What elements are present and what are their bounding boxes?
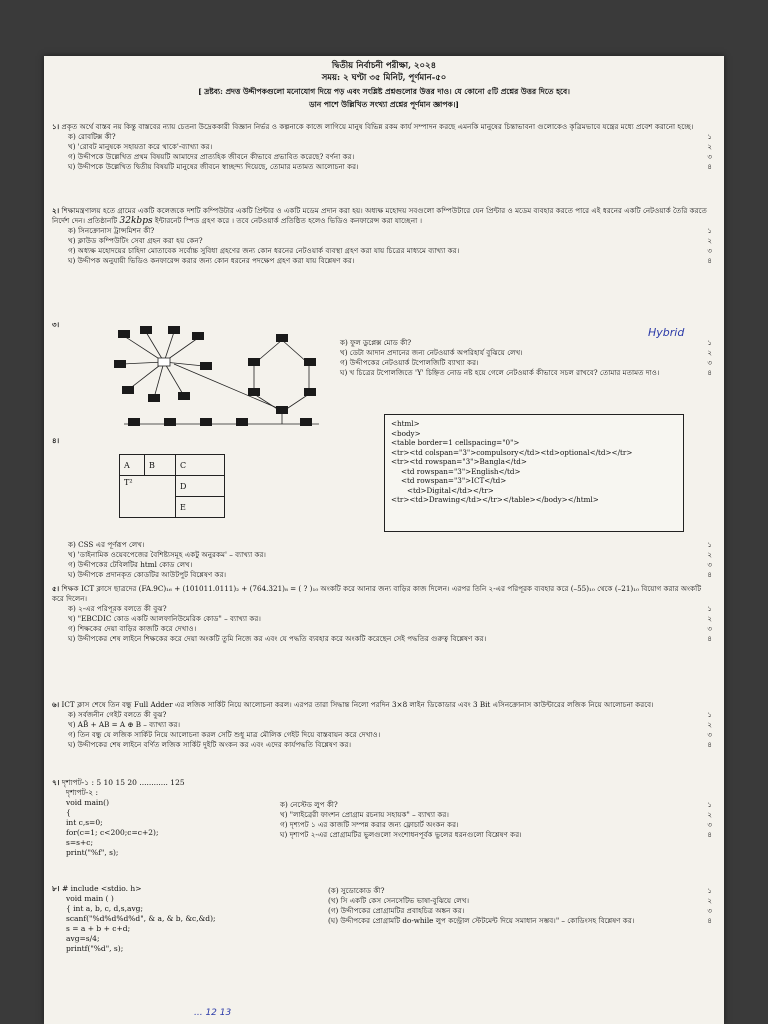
question-parts (280, 800, 712, 840)
question-part (68, 162, 712, 172)
question-part (68, 256, 712, 266)
question-stem: ICT ক্লাস শেষে তিন বন্ধু Full Adder এর লজিক সার্কিট নিয়ে আলোচনা করল। এরপর তারা সিদ্ধান্ত নিলো পরদিন 3×8 লাইন ডিকোডার এবং 3 Bit এসিনক্রোনাস কাউন্টারের লজিক নিয়ে আলোচনা করবে। (61, 700, 654, 709)
part-marks: ২ (707, 896, 712, 905)
part-marks: ১ (707, 710, 712, 719)
code-line: s = a + b + c+d; (66, 924, 131, 933)
part-marks: ৩ (707, 152, 712, 161)
exam-header (44, 60, 724, 110)
part-marks: ৪ (707, 368, 712, 377)
question-part (280, 810, 712, 820)
part-text: খ) AB̄ + AB = A ⊕ B – ব্যাখ্যা কর। (68, 720, 181, 729)
question-3-number (52, 320, 82, 330)
question-part (328, 916, 712, 926)
part-text: ঘ) উদ্দীপকের শেষ লাইনে বর্ণিত লজিক সার্কিট দুইটি অংকন কর এবং এদের কার্যপদ্ধতি বিশ্লেষণ কর। (68, 740, 352, 749)
question-part (68, 226, 712, 236)
part-marks: ২ (707, 142, 712, 151)
code-line: <tr><td>Drawing</td></tr></table></body></html> (391, 495, 599, 504)
question-part (68, 570, 712, 580)
question-number: ২। (52, 206, 60, 215)
part-text: ঘ) দৃশ্যপট ২-এর প্রোগ্রামটির ভুলগুলো সংশোধনপূর্বক ভুলের ধরনগুলো বিশ্লেষণ কর। (280, 830, 522, 839)
question-part (68, 560, 712, 570)
question-part (68, 132, 712, 142)
scene-1: দৃশ্যপট-১ : 5 10 15 20 ............ 125 (61, 778, 185, 787)
question-1 (52, 122, 712, 172)
question-part (68, 634, 712, 644)
question-2 (52, 206, 712, 266)
table-cell: T² (120, 476, 176, 518)
instruction-line-1: [ দ্রষ্টব্য: প্রদত্ত উদ্দীপকগুলো মনোযোগ দিয়ে পড় এবং সংশ্লিষ্ট প্রশ্নগুলোর উত্তর দাও। যে কোনো ৫টি প্রশ্নের উত্তর দিতে হবে। (198, 87, 570, 96)
part-text: খ) 'রোবট মানুষকে সহায়তা করে থাকে'-ব্যাখ্যা কর। (68, 142, 213, 151)
code-line: <td rowspan="3">ICT</td> (401, 476, 507, 485)
question-parts (340, 338, 712, 378)
part-text: গ) অধ্যক্ষ মহোদয়ের চাহিদা মোতাবেক সর্বোচ্চ সুবিধা গ্রহণের জন্য কোন ধরনের নেটওয়ার্ক ব্যবস্থা গ্রহণ করা যায় চিত্রের মাধ্যমে ব্যাখ্যা কর। (68, 246, 460, 255)
question-part (328, 896, 712, 906)
question-5 (52, 584, 712, 644)
code-line: <body> (391, 428, 421, 438)
code-line: <td rowspan="3">English</td> (401, 466, 521, 476)
time-marks: সময়: ২ ঘণ্টা ৩৫ মিনিট, পূর্ণমান-৫০ (321, 73, 447, 83)
table-cell: B (145, 455, 176, 476)
question-8 (328, 886, 712, 926)
question-part (340, 358, 712, 368)
part-marks: ১ (707, 604, 712, 613)
question-7-stimulus (52, 778, 292, 858)
question-number: ৭। (52, 778, 60, 787)
part-text: গ) উদ্দীপকের নেটওয়ার্ক টপোলজিটি ব্যাখ্যা কর। (340, 358, 479, 367)
question-part (68, 740, 712, 750)
part-marks: ৩ (707, 246, 712, 255)
code-line: <table border=1 cellspacing="0"> (391, 438, 520, 447)
part-text: খ) ডেটা আদান প্রদানের জন্য নেটওয়ার্ক অপরিহার্য বুঝিয়ে লেখ। (340, 348, 523, 357)
code-line: print("%f", s); (66, 848, 119, 857)
question-part (340, 368, 712, 378)
part-text: গ) তিন বন্ধু যে লজিক সার্কিট নিয়ে আলোচনা করল সেটি শুধু মাত্র মৌলিক গেইট দিয়ে বাস্তবায়ন করে দেখাও। (68, 730, 381, 739)
question-3 (340, 338, 712, 378)
part-marks: ৩ (707, 560, 712, 569)
part-marks: ৪ (707, 916, 712, 925)
question-part (340, 338, 712, 348)
code-line: void main ( ) (66, 894, 114, 903)
part-marks: ৩ (707, 730, 712, 739)
question-parts (52, 604, 712, 644)
code-line: s=s+c; (66, 838, 93, 847)
question-part (280, 830, 712, 840)
table-cell: E (176, 497, 225, 518)
part-text: গ) দৃশ্যপট ১ এর কাজটি সম্পন্ন করার জন্য ফ্লোচার্ট অংকন কর। (280, 820, 459, 829)
code-line: void main() (66, 798, 110, 807)
exam-page (44, 56, 724, 1024)
part-text: ক) রোবটিক্স কী? (68, 132, 116, 141)
exam-title: দ্বিতীয় নির্বাচনী পরীক্ষা, ২০২৪ (331, 61, 437, 71)
html-code-box (384, 414, 684, 532)
question-stem: শিক্ষক ICT ক্লাসে ছাত্রদের (FA.9C)₁₆ + (101011.0111)₂ + (764.321)₈ = ( ? )₁₀ অংকটি করে আনার জন্য বাড়ির কাজ দিলেন। এরপর তিনি ২-এর পরিপূরক ব্যবহার করে (–55)₁₀ থেকে (–21)₁₀ বিয়োগ করার অংকটি করে দিলেন। (52, 584, 702, 603)
part-text: ক) নেস্টেড লুপ কী? (280, 800, 338, 809)
part-marks: ৪ (707, 740, 712, 749)
part-marks: ৩ (707, 624, 712, 633)
network-topology-diagram (104, 324, 334, 442)
part-text: (গ) উদ্দীপকের প্রোগ্রামটির প্রবাহচিত্র অঙ্কন কর। (328, 906, 465, 915)
table-cell: D (176, 476, 225, 497)
question-parts (52, 540, 712, 580)
part-text: খ) ক্লাউড কম্পিউটিং সেবা গ্রহন করা হয় কেন? (68, 236, 203, 245)
question-part (280, 820, 712, 830)
part-marks: ২ (707, 236, 712, 245)
part-text: (ক) সুডোকোড কী? (328, 886, 385, 895)
part-marks: ৪ (707, 256, 712, 265)
part-text: ক) সর্বজনীন গেইট বলতে কী বুঝ? (68, 710, 167, 719)
internet-speed: 32kbps (119, 216, 153, 226)
part-marks: ৪ (707, 634, 712, 643)
question-parts (52, 132, 712, 172)
code-line: <tr><td colspan="3">compulsory</td><td>optional</td></tr> (391, 447, 633, 457)
question-part (68, 614, 712, 624)
computer-icons (114, 326, 316, 426)
question-parts (328, 886, 712, 926)
part-marks: ২ (707, 720, 712, 729)
part-marks: ১ (707, 800, 712, 809)
part-text: খ) "লাইব্রেরী ফাংশন প্রোগ্রাম রচনায় সহায়ক" – ব্যাখ্যা কর। (280, 810, 449, 819)
part-marks: ১ (707, 338, 712, 347)
part-text: খ) 'ডাইনামিক ওয়েবপেজের বৈশিষ্ট্যসমূহ একটু অনুরকম' – ব্যাখ্যা কর। (68, 550, 266, 559)
question-stem: প্রকৃত অর্থে বাস্তব নয় কিন্তু বাস্তবের ন্যায় চেতনা উদ্রেককারী বিজ্ঞান নির্ভর ও কল্পনাকে কাজে লাগিয়ে মানুষ বিভিন্ন রকম কার্য সম্পাদন করছে এমনকি মানুষের চিন্তাভাবনা গুলোকেও কৃত্রিমভাবে যন্ত্রের মধ্যে প্রবেশ করানো হচ্ছে। (61, 122, 694, 131)
part-text: ঘ) উদ্দীপক অনুযায়ী ভিডিও কনফারেন্স করার জন্য কোন ধরনের পদক্ষেপ গ্রহণ করা যায় বিশ্লেষণ কর। (68, 256, 355, 265)
part-text: গ) উদ্দীপকের টেবিলটির html কোড লেখ। (68, 560, 193, 569)
part-text: গ) উদ্দীপকে উল্লেখিত প্রথম বিষয়টি আমাদের প্রাত্যহিক জীবনে কীভাবে প্রভাবিত করেছে? বর্ণনা কর। (68, 152, 355, 161)
question-8-stimulus (52, 884, 352, 954)
part-text: ঘ) উদ্দীপকে প্রদানকৃত কোডটির আউটপুট বিশ্লেষণ কর। (68, 570, 227, 579)
question-parts (52, 226, 712, 266)
part-marks: ২ (707, 348, 712, 357)
code-line: avg=s/4; (66, 934, 100, 943)
question-number: ৩। (52, 320, 60, 329)
question-stem-b: ইন্টারনেট স্পিড গ্রহণ করে । তবে নেটওয়ার্ক প্রতিষ্ঠিত হলেও ভিডিও কনফারেন্স করা যাচ্ছেনা । (154, 216, 423, 225)
handwritten-note: Hybrid (648, 326, 685, 339)
table-cell: C (176, 455, 225, 476)
part-text: (খ) সি একটি কেস সেনসেটিভ ভাষা-বুঝিয়ে লেখ। (328, 896, 470, 905)
question-part (68, 720, 712, 730)
question-number: ৪। (52, 436, 60, 445)
question-part (68, 604, 712, 614)
part-marks: ৪ (707, 162, 712, 171)
part-marks: ১ (707, 886, 712, 895)
part-marks: ৪ (707, 830, 712, 839)
code-line: scanf("%d%d%d%d", & a, & b, &c,&d); (66, 914, 216, 923)
question-4-number (52, 436, 82, 446)
code-line: { int a, b, c, d,s,avg; (66, 904, 144, 913)
question-part (280, 800, 712, 810)
question-part (68, 142, 712, 152)
question-number: ৮। (52, 884, 60, 893)
part-text: খ) "EBCDIC কোড একটি আলফানিউমেরিক কোড" – ব্যাখ্যা কর। (68, 614, 261, 623)
part-marks: ৩ (707, 906, 712, 915)
question-part (68, 236, 712, 246)
part-marks: ২ (707, 810, 712, 819)
question-number: ৫। (52, 584, 60, 593)
part-text: ঘ) উদ্দীপকের শেষ লাইনে শিক্ষকের করে দেয়া অংকটি তুমি নিজে কর এবং যে পদ্ধতি ব্যবহার করে অংকটি করেছেন সেই পদ্ধতির গুরুত্ব বিশ্লেষণ কর। (68, 634, 487, 643)
question-7 (280, 800, 712, 840)
part-text: ক) সিনক্রোনাস ট্রান্সমিশন কী? (68, 226, 155, 235)
part-marks: ১ (707, 540, 712, 549)
part-text: ক) CSS এর পূর্ণরূপ লেখ। (68, 540, 145, 549)
part-marks: ৩ (707, 820, 712, 829)
part-marks: ২ (707, 550, 712, 559)
table-cell: A (120, 455, 145, 476)
code-line: for(c=1; c<200;c=c+2); (66, 828, 159, 837)
question-parts (52, 710, 712, 750)
question-number: ১। (52, 122, 60, 131)
question-part (328, 906, 712, 916)
code-line: <tr><td rowspan="3">Bangla</td> (391, 457, 527, 466)
code-line: printf("%d", s); (66, 944, 124, 953)
question-part (68, 246, 712, 256)
part-marks: ১ (707, 226, 712, 235)
code-line: <td>Digital</td></tr> (407, 485, 494, 495)
scene-2-label: দৃশ্যপট-২ : (66, 788, 99, 797)
question-part (68, 730, 712, 740)
part-marks: ৩ (707, 358, 712, 367)
part-text: গ) শিক্ষকের দেয়া বাড়ির কাজটি করে দেখাও। (68, 624, 197, 633)
code-block (52, 798, 292, 858)
instruction-line-2: ডান পাশে উল্লিখিত সংখ্যা প্রশ্নের পূর্ণমান জ্ঞাপক।] (309, 100, 459, 109)
part-text: ক) ফুল ডুপ্লেক্স মোড কী? (340, 338, 412, 347)
part-marks: ১ (707, 132, 712, 141)
question-part (340, 348, 712, 358)
question-part (328, 886, 712, 896)
question-part (68, 540, 712, 550)
part-marks: ৪ (707, 570, 712, 579)
code-line: <html> (391, 419, 420, 428)
question-part (68, 152, 712, 162)
code-line: # include <stdio. h> (61, 884, 142, 893)
question-part (68, 550, 712, 560)
part-text: ক) ২-এর পরিপূরক বলতে কী বুঝ? (68, 604, 167, 613)
part-text: ঘ) উদ্দীপকে উল্লেখিত দ্বিতীয় বিষয়টি মানুষের জীবনে স্বাচ্ছন্দ্য দিয়েছে, তোমার মতামত আলোচনা কর। (68, 162, 359, 171)
footer-scribble: ... 12 13 (194, 1008, 232, 1018)
question-6 (52, 700, 712, 750)
part-marks: ২ (707, 614, 712, 623)
part-text: ঘ) খ চিত্রের টপোলজিতে 'Y' চিহ্নিত নোড নষ্ট হয়ে গেলে নেটওয়ার্ক কীভাবে সচল রাখবে? তোমার মতামত দাও। (340, 368, 660, 377)
question-number: ৬। (52, 700, 60, 709)
question-part (68, 710, 712, 720)
code-line: { (66, 808, 71, 817)
sample-table (119, 454, 225, 518)
code-line: int c,s=0; (66, 818, 103, 827)
question-stem-a: শিক্ষামন্ত্রণালয় হতে গ্রামের একটি কলেজকে দশটি কম্পিউটার একটি প্রিন্টার ও একটি মডেম প্রদান করা হয়। অধ্যক্ষ মহোদয় সবগুলো কম্পিউটারে যেন প্রিন্টার ও মডেম ব্যবহার করতে পারে এই ধরনের একটি নেটওয়ার্ক তৈরি করতে নির্দেশ দেন। প্রতিষ্ঠানটি (52, 206, 707, 225)
question-4 (52, 540, 712, 580)
part-text: (ঘ) উদ্দীপকের প্রোগ্রামটি do-while লুপ কন্ট্রোল স্টেটমেন্ট দিয়ে সমাধান সম্ভব।" – কোডিংসহ বিশ্লেষণ কর। (328, 916, 635, 925)
question-part (68, 624, 712, 634)
